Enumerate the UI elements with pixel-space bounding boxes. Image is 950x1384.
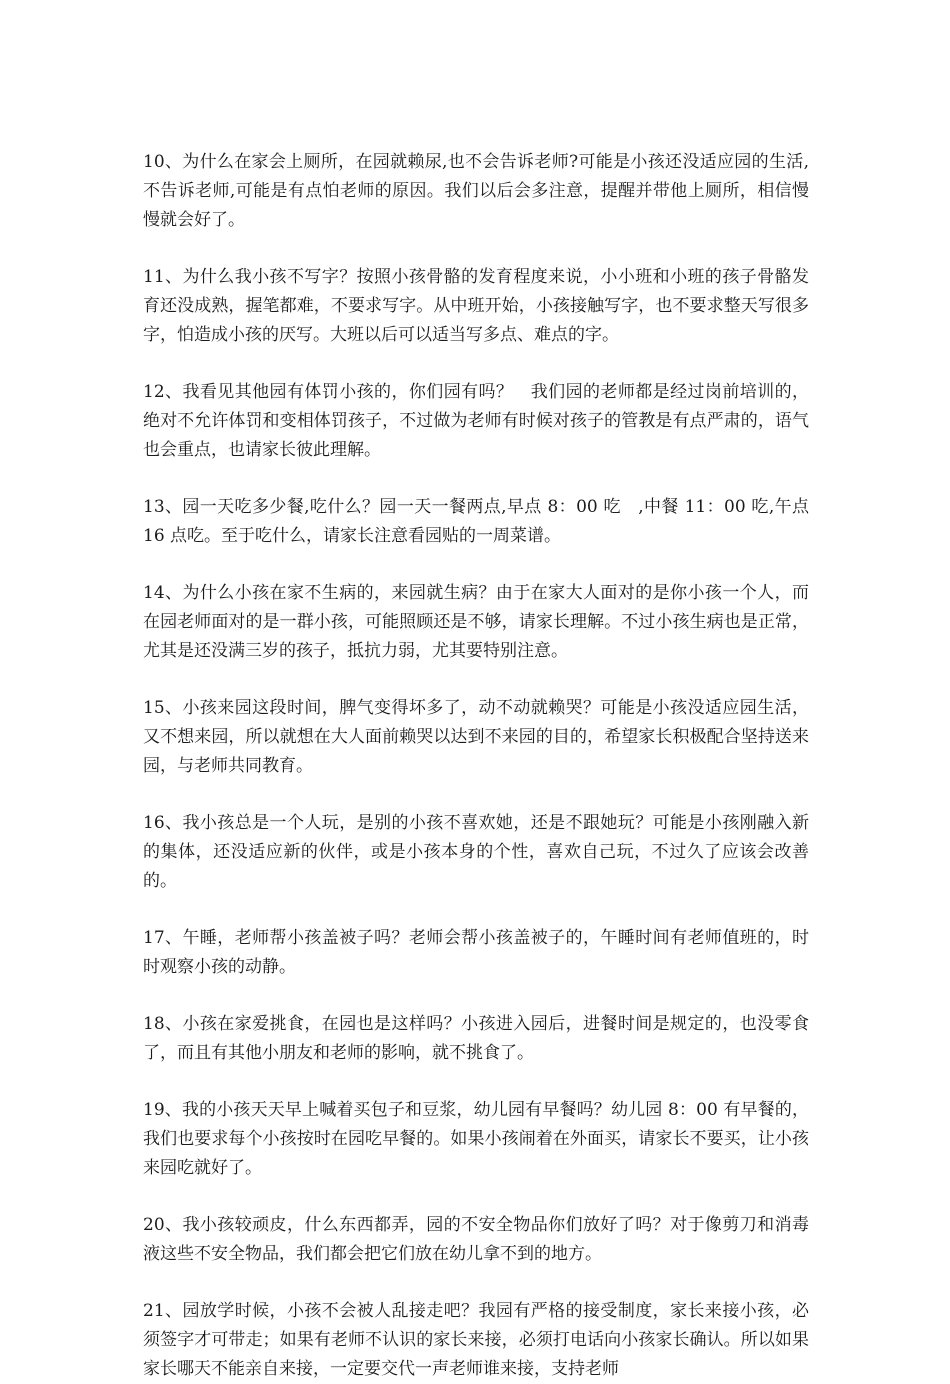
faq-paragraph-10: 10、为什么在家会上厕所，在园就赖尿,也不会告诉老师?可能是小孩还没适应园的生活,不告诉老师,可能是有点怕老师的原因。我们以后会多注意，提醒并带他上厕所，相信慢慢就会好了。 (143, 152, 809, 230)
faq-paragraph-17: 17、午睡，老师帮小孩盖被子吗？老师会帮小孩盖被子的，午睡时间有老师值班的，时时观察小孩的动静。 (143, 928, 809, 977)
faq-paragraph-11: 11、为什么我小孩不写字？按照小孩骨骼的发育程度来说，小小班和小班的孩子骨骼发育还没成熟，握笔都难，不要求写字。从中班开始，小孩接触写字，也不要求整天写很多字，怕造成小孩的厌写。大班以后可以适当写多点、难点的字。 (143, 267, 809, 345)
faq-paragraph-18: 18、小孩在家爱挑食，在园也是这样吗？小孩进入园后，进餐时间是规定的，也没零食了，而且有其他小朋友和老师的影响，就不挑食了。 (143, 1014, 809, 1063)
faq-paragraph-20: 20、我小孩较顽皮，什么东西都弄，园的不安全物品你们放好了吗？对于像剪刀和消毒液这些不安全物品，我们都会把它们放在幼儿拿不到的地方。 (143, 1215, 809, 1264)
faq-paragraph-16: 16、我小孩总是一个人玩，是别的小孩不喜欢她，还是不跟她玩？可能是小孩刚融入新的集体，还没适应新的伙伴，或是小孩本身的个性，喜欢自己玩，不过久了应该会改善的。 (143, 813, 809, 891)
document-page (143, 148, 809, 1384)
faq-paragraph-13: 13、园一天吃多少餐,吃什么？园一天一餐两点,早点 8：00 吃 ,中餐 11：00 吃,午点 16 点吃。至于吃什么，请家长注意看园贴的一周菜谱。 (143, 497, 809, 546)
faq-paragraph-15: 15、小孩来园这段时间，脾气变得坏多了，动不动就赖哭？可能是小孩没适应园生活，又不想来园，所以就想在大人面前赖哭以达到不来园的目的，希望家长积极配合坚持送来园，与老师共同教育。 (143, 698, 809, 776)
faq-paragraph-21: 21、园放学时候，小孩不会被人乱接走吧？我园有严格的接受制度，家长来接小孩，必须签字才可带走；如果有老师不认识的家长来接，必须打电话向小孩家长确认。所以如果家长哪天不能亲自来接，一定要交代一声老师谁来接，支持老师 (143, 1301, 809, 1379)
faq-paragraph-12: 12、我看见其他园有体罚小孩的，你们园有吗？ 我们园的老师都是经过岗前培训的，绝对不允许体罚和变相体罚孩子，不过做为老师有时候对孩子的管教是有点严肃的，语气也会重点，也请家长彼此理解。 (143, 382, 809, 460)
faq-paragraph-14: 14、为什么小孩在家不生病的，来园就生病？由于在家大人面对的是你小孩一个人，而在园老师面对的是一群小孩，可能照顾还是不够，请家长理解。不过小孩生病也是正常，尤其是还没满三岁的孩子，抵抗力弱，尤其要特别注意。 (143, 583, 809, 661)
faq-paragraph-19: 19、我的小孩天天早上喊着买包子和豆浆，幼儿园有早餐吗？幼儿园 8：00 有早餐的，我们也要求每个小孩按时在园吃早餐的。如果小孩闹着在外面买，请家长不要买，让小孩来园吃就好了。 (143, 1100, 809, 1178)
